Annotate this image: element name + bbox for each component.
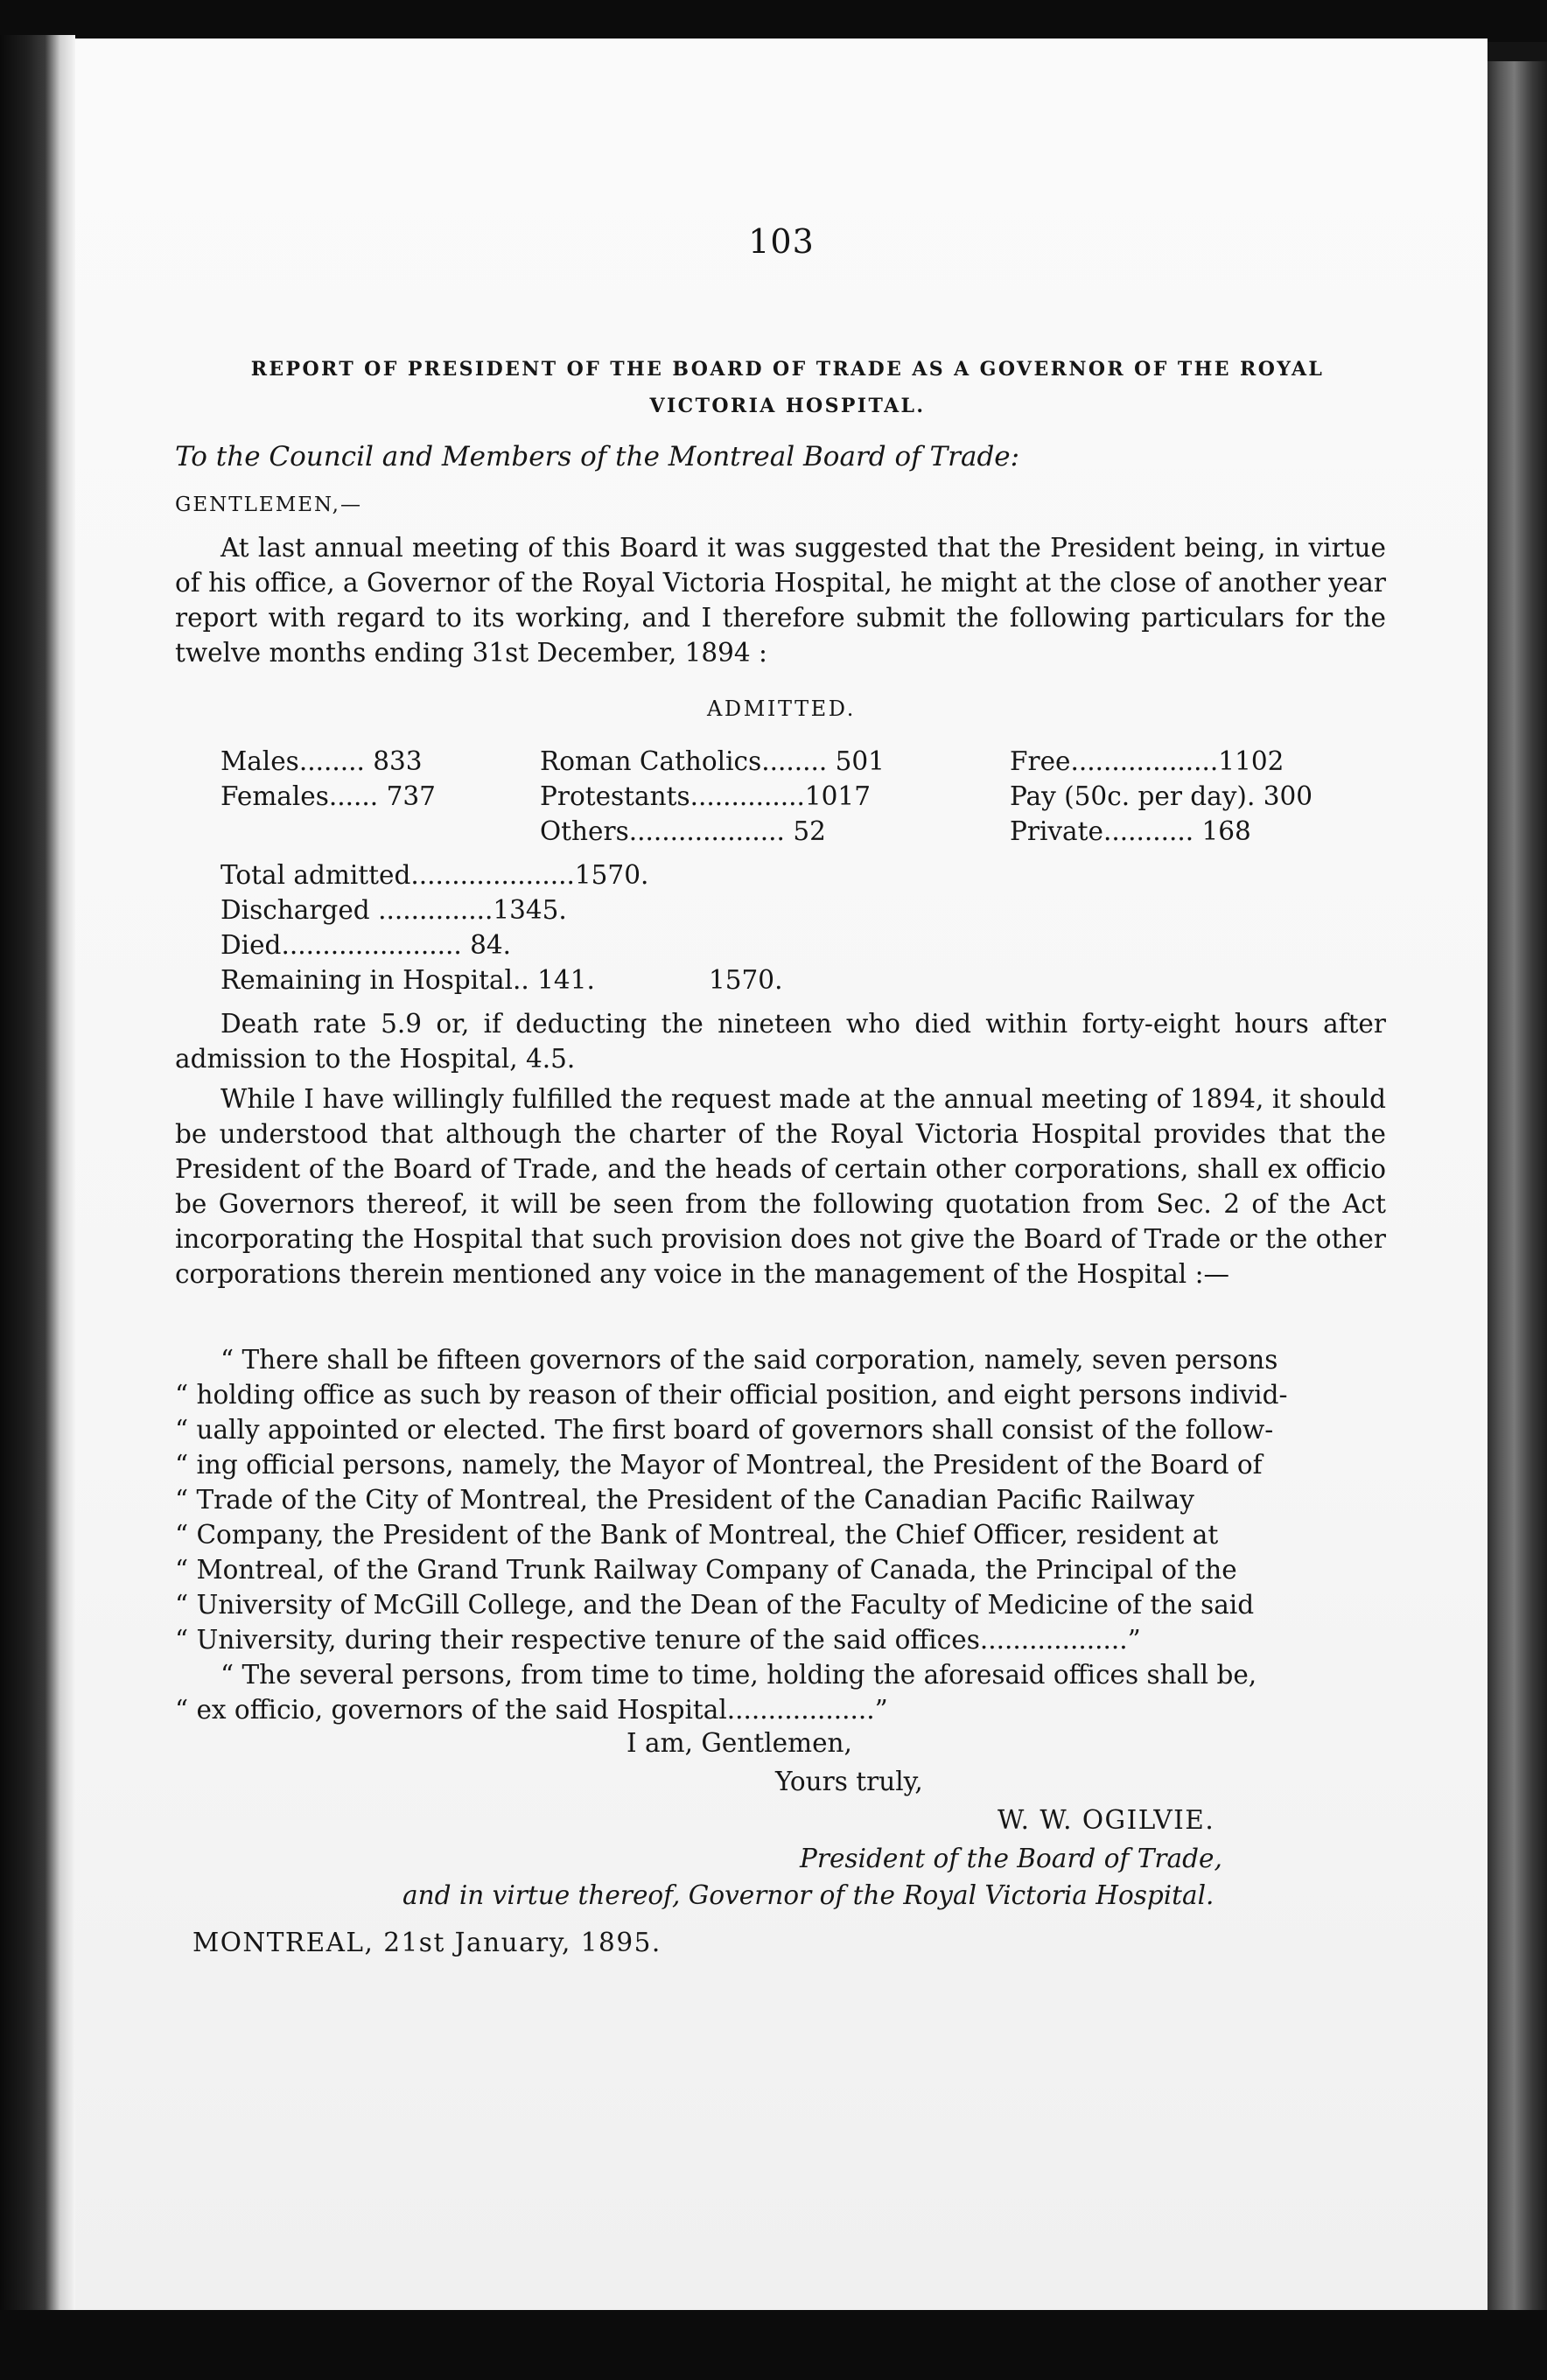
stat-value: 501 — [835, 746, 885, 776]
stat-value: 300 — [1263, 781, 1313, 811]
signatory-position: President of the Board of Trade, — [800, 1844, 1222, 1873]
stat-label: Females — [220, 781, 329, 811]
stat-leader: .................. — [1070, 746, 1219, 776]
quote-line: “ Company, the President of the Bank of Montreal, the Chief Officer, resident at — [175, 1520, 1219, 1550]
stat-label: Others — [540, 816, 629, 846]
total-label: Total admitted — [220, 860, 411, 890]
quote-line: “ There shall be fifteen governors of the said corporation, namely, seven persons — [220, 1345, 1278, 1375]
report-title-line: REPORT OF PRESIDENT OF THE BOARD OF TRADE AS A GOVERNOR OF THE ROYAL — [250, 358, 1325, 381]
signatory-position: and in virtue thereof, Governor of the Royal Victoria Hospital. — [402, 1880, 1214, 1910]
stat-roman-catholics — [540, 744, 885, 779]
document-page — [75, 38, 1488, 2312]
main-paragraph: While I have willingly fulfilled the request made at the annual meeting of 1894, it should be understood that although the charter of the Royal Victoria Hospital provides that the President of the Board of Trade, and the heads of certain other corporations, shall ex officio be Governors thereof, it will be seen from the following quotation from Sec. 2 of the Act incorporating the Hospital that such provision does not give the Board of Trade or the other corporations therein mentioned any voice in the management of the Hospital :— — [175, 1084, 1386, 1289]
stat-value: 737 — [386, 781, 436, 811]
total-leader: ...................... — [281, 930, 462, 960]
stat-label: Males — [220, 746, 299, 776]
quote-line: “ ually appointed or elected. The first board of governors shall consist of the follow- — [175, 1415, 1274, 1445]
stat-males — [220, 744, 423, 779]
scan-border-bottom — [0, 2310, 1547, 2380]
total-admitted — [220, 858, 648, 892]
stat-leader: ...... — [328, 781, 379, 811]
total-label: Died — [220, 930, 282, 960]
stat-leader: ................... — [628, 816, 785, 846]
quote-line: “ holding office as such by reason of their official position, and eight persons individ- — [175, 1380, 1288, 1410]
report-title — [175, 351, 1400, 424]
total-value: 1345. — [493, 895, 567, 925]
total-label: Remaining in Hospital — [220, 965, 513, 995]
stat-others — [540, 814, 826, 849]
total-value: 1570. — [574, 860, 649, 890]
stat-label: Pay (50c. per day). — [1010, 781, 1256, 811]
stat-protestants — [540, 779, 871, 814]
total-remaining — [220, 962, 595, 998]
admitted-heading: ADMITTED. — [706, 696, 857, 721]
stat-label: Private — [1010, 816, 1103, 846]
total-label: Discharged — [220, 895, 370, 925]
stat-leader: ........ — [298, 746, 365, 776]
stat-label: Free — [1010, 746, 1071, 776]
quote-line: “ ing official persons, namely, the Mayor of Montreal, the President of the Board of — [175, 1450, 1263, 1480]
quote-line: “ ex officio, governors of the said Hospital..................” — [175, 1695, 888, 1725]
act-quotation — [175, 1342, 1386, 1727]
stat-label: Roman Catholics — [540, 746, 762, 776]
death-rate-paragraph: Death rate 5.9 or, if deducting the nineteen who died within forty-eight hours after admission to the Hospital, 4.5. — [175, 1009, 1386, 1074]
stat-label: Protestants — [540, 781, 690, 811]
quote-line: “ University, during their respective tenure of the said offices..................” — [175, 1625, 1141, 1655]
totals-sum: 1570. — [709, 965, 783, 995]
stat-private — [1010, 814, 1251, 849]
stat-leader: ........ — [761, 746, 828, 776]
total-died — [220, 928, 511, 962]
stat-value: 1102 — [1218, 746, 1284, 776]
stat-value: 1017 — [804, 781, 871, 811]
stat-value: 52 — [793, 816, 826, 846]
page-number: 103 — [748, 222, 815, 261]
stat-value: 833 — [373, 746, 423, 776]
stat-pay — [1010, 779, 1312, 814]
stat-leader: .............. — [690, 781, 805, 811]
signatory: W. W. OGILVIE. — [998, 1805, 1215, 1835]
place-date: MONTREAL, 21st January, 1895. — [192, 1928, 662, 1957]
report-title-line: VICTORIA HOSPITAL. — [649, 395, 926, 417]
total-value: 84. — [470, 930, 512, 960]
total-leader: .................... — [410, 860, 575, 890]
valediction: Yours truly, — [775, 1767, 923, 1796]
stat-leader: ........... — [1102, 816, 1194, 846]
total-leader: .. — [513, 965, 529, 995]
quote-line: “ The several persons, from time to time, holding the aforesaid offices shall be, — [220, 1660, 1257, 1690]
page-edge-shadow — [1488, 61, 1547, 2310]
quote-line: “ Trade of the City of Montreal, the President of the Canadian Pacific Railway — [175, 1485, 1194, 1515]
closing: I am, Gentlemen, — [626, 1728, 852, 1758]
quote-line: “ Montreal, of the Grand Trunk Railway Company of Canada, the Principal of the — [175, 1555, 1237, 1585]
scan-border-top — [0, 0, 1547, 42]
total-leader: .............. — [378, 895, 494, 925]
greeting: GENTLEMEN,— — [175, 494, 362, 516]
total-value: 141. — [537, 965, 595, 995]
book-binding-shadow — [0, 35, 75, 2319]
total-discharged — [220, 892, 567, 928]
stat-value: 168 — [1201, 816, 1251, 846]
intro-paragraph: At last annual meeting of this Board it was suggested that the President being, in virtue of his office, a Governor of the Royal Victoria Hospital, he might at the close of another year report with regard to its working, and I therefore submit the following particulars for the twelve months ending 31st December, 1894 : — [175, 533, 1386, 668]
stat-females — [220, 779, 436, 814]
quote-line: “ University of McGill College, and the Dean of the Faculty of Medicine of the said — [175, 1590, 1255, 1620]
salutation: To the Council and Members of the Montreal Board of Trade: — [175, 441, 1020, 472]
stat-free — [1010, 744, 1284, 779]
